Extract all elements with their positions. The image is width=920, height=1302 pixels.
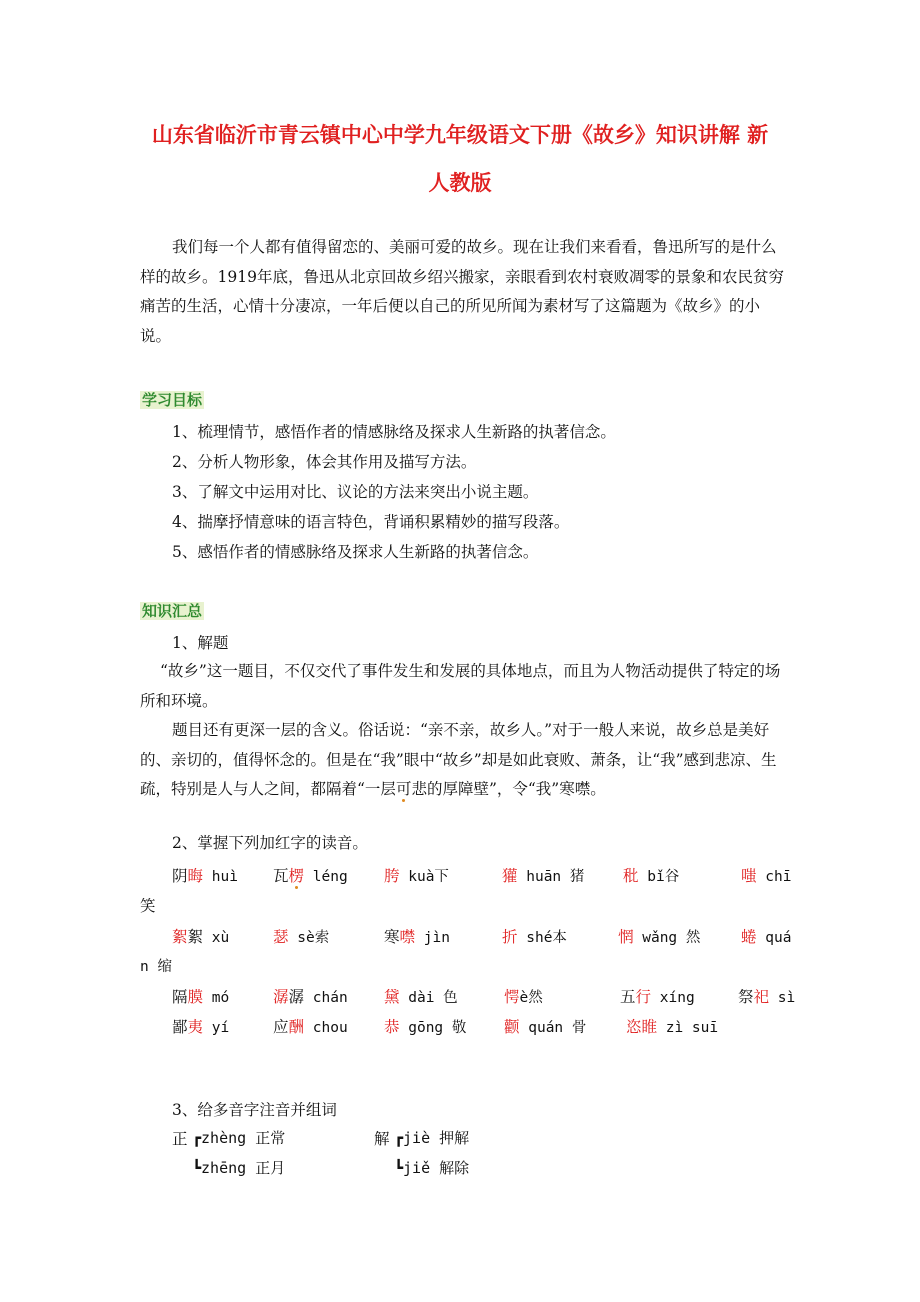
emphasis-dot-char: 可 <box>395 780 412 798</box>
analysis-paragraph-2 <box>140 716 790 805</box>
analysis-text-2a: 题目还有更深一层的含义。俗话说：“亲不亲，故乡人。”对于一般人来说，故乡总是美好的、亲切的，值得怀念的。但是在“我”眼中“故乡”却是如此衰败、萧条，让“我”感到悲凉、生疏，特别是人与人之间，都隔着“一层 <box>140 721 777 798</box>
pinyin-cell: 折 shé本 <box>502 928 567 946</box>
section-heading-summary-label: 知识汇总 <box>142 602 203 620</box>
section-heading-goals-label: 学习目标 <box>142 391 203 409</box>
analysis-paragraph-1 <box>140 657 790 716</box>
goal-item-5: 5、感悟作者的情感脉络及探求人生新路的执著信念。 <box>172 543 539 561</box>
section-heading-goals <box>140 389 204 410</box>
polyphone-zheng-bottom: ┗zhēng 正月 <box>192 1159 286 1177</box>
sub-heading-title-analysis: 1、解题 <box>172 634 229 652</box>
pinyin-cell: 瑟 sè索 <box>273 928 330 946</box>
pinyin-cell: 愕è然 <box>504 988 543 1006</box>
polyphone-jie-bottom: ┗jiě 解除 <box>394 1159 470 1177</box>
pinyin-wrap: n 缩 <box>140 959 172 975</box>
pinyin-cell: 应酬 chou <box>273 1018 348 1036</box>
goal-item-2: 2、分析人物形象，体会其作用及描写方法。 <box>172 453 477 471</box>
pinyin-cell: 恣睢 zì suī <box>626 1018 719 1036</box>
section-heading-summary <box>140 600 204 621</box>
goal-item-3: 3、了解文中运用对比、议论的方法来突出小说主题。 <box>172 483 539 501</box>
analysis-text-2b: 悲的厚障壁”，令“我”寒噤。 <box>411 780 606 798</box>
pinyin-cell: 鄙夷 yí <box>172 1018 230 1036</box>
polyphone-zheng-top: ┏zhèng 正常 <box>192 1129 286 1147</box>
pinyin-cell: 恭 gōng 敬 <box>384 1018 467 1036</box>
pinyin-cell: 胯 kuà下 <box>384 867 449 885</box>
analysis-text-2 <box>140 716 790 805</box>
intro-text: 我们每一个人都有值得留恋的、美丽可爱的故乡。现在让我们来看看，鲁迅所写的是什么样的故乡。1919年底，鲁迅从北京回故乡绍兴搬家，亲眼看到农村衰败凋零的景象和农民贫穷痛苦的生活，心情十分凄凉，一年后便以自己的所见所闻为素材写了这篇题为《故乡》的小说。 <box>140 238 784 345</box>
pinyin-cell: 絮絮 xù <box>172 928 230 946</box>
pinyin-cell: 黛 dài 色 <box>384 988 458 1006</box>
document-title-line1: 山东省临沂市青云镇中心中学九年级语文下册《故乡》知识讲解 新 <box>151 123 769 147</box>
goal-item-1: 1、梳理情节，感悟作者的情感脉络及探求人生新路的执著信念。 <box>172 423 616 441</box>
pinyin-cell: 隔膜 mó <box>172 988 230 1006</box>
polyphone-jie-top: ┏jiè 押解 <box>394 1129 470 1147</box>
pinyin-cell: 獾 huān 猪 <box>502 867 585 885</box>
pinyin-cell: 五行 xíng <box>620 988 695 1006</box>
goal-item-4: 4、揣摩抒情意味的语言特色，背诵积累精妙的描写段落。 <box>172 513 570 531</box>
document-title-line2: 人教版 <box>428 171 492 195</box>
pinyin-cell: 祭祀 sì <box>738 988 796 1006</box>
pinyin-cell: 阴晦 huì <box>172 867 238 885</box>
sub-heading-pronunciation: 2、掌握下列加红字的读音。 <box>172 834 368 852</box>
analysis-text-1: “故乡”这一题目，不仅交代了事件发生和发展的具体地点，而且为人物活动提供了特定的场所和环境。 <box>140 662 781 710</box>
polyphone-char-zheng: 正 <box>172 1130 188 1148</box>
pinyin-cell: 颧 quán 骨 <box>504 1018 587 1036</box>
pinyin-cell: 潺潺 chán <box>273 988 348 1006</box>
polyphone-char-jie: 解 <box>374 1130 390 1148</box>
pinyin-cell: 秕 bǐ谷 <box>623 867 680 885</box>
pinyin-wrap: 笑 <box>140 897 156 915</box>
sub-heading-polyphones: 3、给多音字注音并组词 <box>172 1101 337 1119</box>
pinyin-cell: 蜷 quá <box>741 928 792 946</box>
intro-paragraph <box>140 233 790 351</box>
pinyin-cell: 瓦楞 léng <box>273 867 348 885</box>
pinyin-cell: 寒噤 jìn <box>384 928 450 946</box>
pinyin-cell: 惘 wǎng 然 <box>618 928 701 946</box>
pinyin-cell: 嗤 chī <box>741 867 792 885</box>
